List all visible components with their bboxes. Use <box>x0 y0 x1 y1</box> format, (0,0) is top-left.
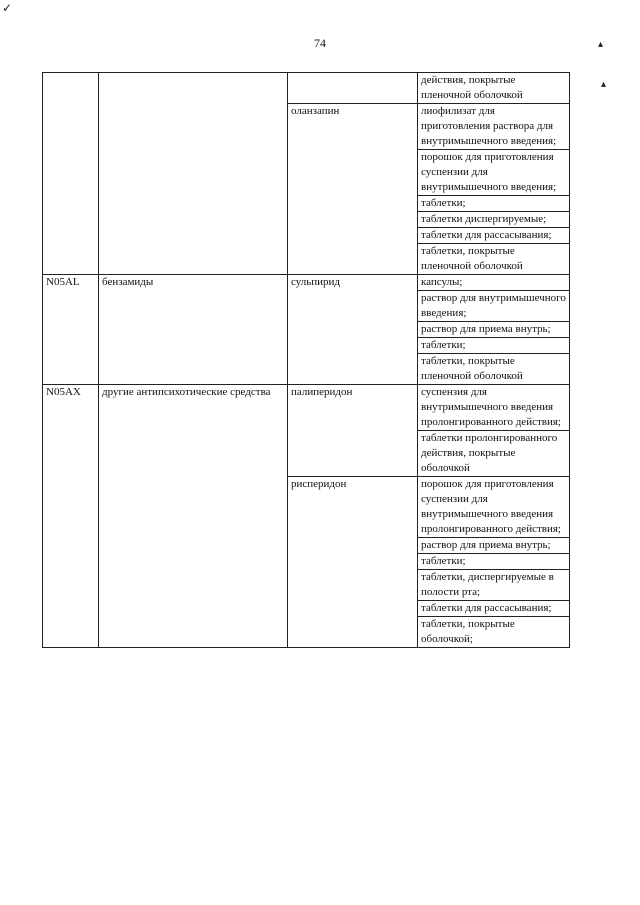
dosage-form-cell: таблетки диспергируемые; <box>418 212 570 228</box>
atc-code-cell: N05AL <box>43 275 99 385</box>
dosage-form-cell: таблетки, покрытые пленочной оболочкой <box>418 354 570 385</box>
dosage-form-cell: таблетки пролонгированного действия, покрытые оболочкой <box>418 431 570 477</box>
dosage-form-cell: таблетки; <box>418 338 570 354</box>
dosage-form-cell: таблетки для рассасывания; <box>418 601 570 617</box>
dosage-form-cell: раствор для внутримышечного введения; <box>418 291 570 322</box>
drug-name-cell: рисперидон <box>288 477 418 648</box>
group-cell <box>99 73 288 275</box>
dosage-form-cell: раствор для приема внутрь; <box>418 538 570 554</box>
dosage-form-cell: таблетки, диспергируемые в полости рта; <box>418 570 570 601</box>
drug-table <box>42 72 570 648</box>
dosage-form-cell: таблетки для рассасывания; <box>418 228 570 244</box>
scan-dot-mark: ▴ <box>598 39 604 50</box>
atc-code-cell <box>43 73 99 275</box>
dosage-form-cell: суспензия для внутримышечного введения пролонгированного действия; <box>418 385 570 431</box>
dosage-form-cell: лиофилизат для приготовления раствора для внутримышечного введения; <box>418 104 570 150</box>
drug-name-cell: палиперидон <box>288 385 418 477</box>
dosage-form-cell: раствор для приема внутрь; <box>418 322 570 338</box>
drug-name-cell: оланзапин <box>288 104 418 275</box>
atc-code-cell: N05AX <box>43 385 99 648</box>
drug-name-cell <box>288 73 418 104</box>
dosage-form-cell: таблетки; <box>418 196 570 212</box>
dosage-form-cell: порошок для приготовления суспензии для внутримышечного введения пролонгированного действия; <box>418 477 570 538</box>
dosage-form-cell: действия, покрытые пленочной оболочкой <box>418 73 570 104</box>
dosage-form-cell: таблетки; <box>418 554 570 570</box>
dosage-form-cell: таблетки, покрытые пленочной оболочкой <box>418 244 570 275</box>
page-number: 74 <box>314 36 326 50</box>
table-row <box>43 275 570 291</box>
table-row <box>43 385 570 431</box>
group-cell: другие антипсихотические средства <box>99 385 288 648</box>
table-row <box>43 73 570 104</box>
dosage-form-cell: таблетки, покрытые оболочкой; <box>418 617 570 648</box>
group-cell: бензамиды <box>99 275 288 385</box>
scan-tick-mark: ✓ <box>2 1 13 15</box>
scan-dot-mark: ▴ <box>601 79 607 90</box>
drug-name-cell: сульпирид <box>288 275 418 385</box>
dosage-form-cell: капсулы; <box>418 275 570 291</box>
dosage-form-cell: порошок для приготовления суспензии для внутримышечного введения; <box>418 150 570 196</box>
